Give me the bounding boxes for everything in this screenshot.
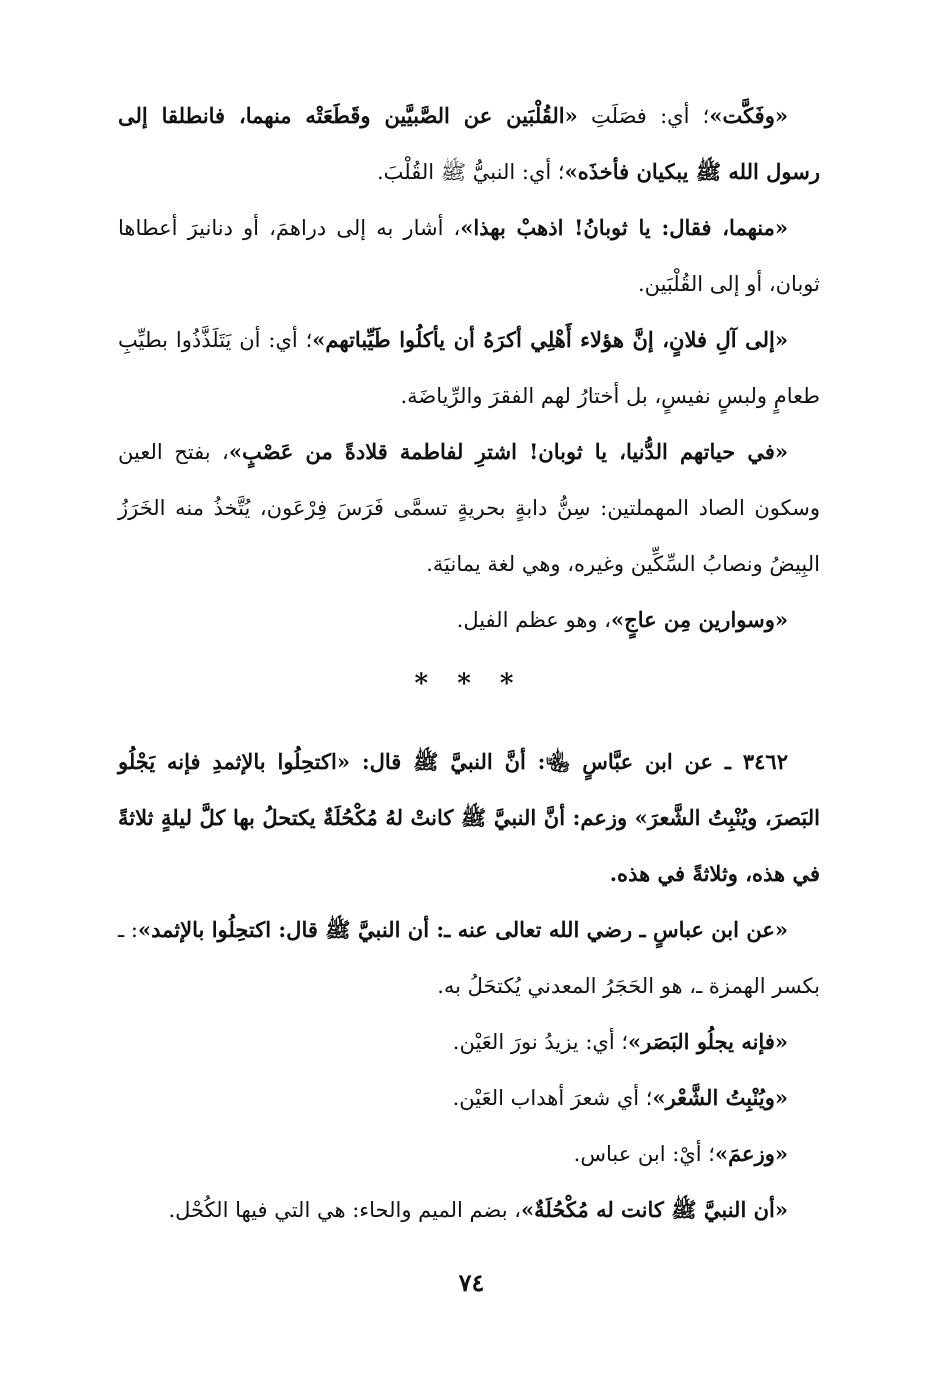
commentary-text: ؛ أي: النبيُّ ﷺ القُلْبَ. [376,160,565,184]
paragraph-p5 [118,592,820,648]
paragraph-p10 [118,1126,820,1182]
paragraph-p8 [118,1014,820,1070]
paragraph-p4 [118,424,820,592]
page-body [118,88,820,1238]
paragraph-p6 [118,734,820,902]
commentary-text: ؛ أي: فصَلَتِ [577,104,710,128]
paragraph-p9 [118,1070,820,1126]
quoted-text: «فإنه يجلُو البَصَر» [628,1029,788,1054]
section-separator: * * * [414,669,524,699]
commentary-text: ؛ أي: أن يَتَلَذَّذُوا بطيِّبِ طعامٍ ولبسٍ نفيسٍ، بل أختارُ لهم الفقرَ والرِّياضَة. [118,328,820,408]
quoted-text: «القُلْبَين عن الصَّبيَّين وقَطَعَتْه منهما، فانطلقا إلى رسول الله ﷺ يبكيان فأخذَه» [118,103,820,184]
paragraph-p7 [118,902,820,1014]
paragraph-p11 [118,1182,820,1238]
quoted-text: ٣٤٦٢ ـ عن ابن عبَّاسٍ ﵄: أنَّ النبيَّ ﷺ قال: «اكتحِلُوا بالإثمدِ فإنه يَجْلُو البَصرَ، ويُنْبِتُ الشَّعرَ» وزعم: أنَّ النبيَّ ﷺ كانتْ لهُ مُكْحُلَةٌ يكتحلُ بها كلَّ ليلةٍ ثلاثةً في هذه، وثلاثةً في هذه. [118,749,820,886]
quoted-text: «وزعمَ» [714,1141,788,1166]
hadith-block-3462 [118,734,820,1238]
commentary-text: ، بضم الميم والحاء: هي التي فيها الكُحْل. [168,1198,522,1222]
quoted-text: «إلى آلِ فلانٍ، إنَّ هؤلاء أَهْلِي أكرَهُ أن يأكلُوا طَيِّباتهم» [312,327,788,352]
quoted-text: «أن النبيَّ ﷺ كانت له مُكْحُلَةٌ» [521,1197,788,1222]
paragraph-p3 [118,312,820,424]
quoted-text: «ويُنْبِتُ الشَّعْر» [652,1085,788,1110]
commentary-text: ؛ أيْ: ابن عباس. [573,1142,715,1166]
commentary-text: ؛ أي: يزيدُ نورَ العَيْن. [452,1030,629,1054]
commentary-text: ، وهو عظم الفيل. [456,608,612,632]
page-number: ٧٤ [458,1268,485,1297]
quoted-text: «وسوارين مِن عاجٍ» [611,607,788,632]
quoted-text: «منهما، فقال: يا ثوبانُ! اذهبْ بهذا» [460,215,788,240]
quoted-text: «عن ابن عباسٍ ـ رضي الله تعالى عنه ـ: أن النبيَّ ﷺ قال: اكتحِلُوا بالإثمد» [137,917,788,942]
commentary-block-1 [118,88,820,648]
quoted-text: «وفَكَّت» [709,103,788,128]
commentary-text: ، بفتح العين وسكون الصاد المهملتين: سِنُّ دابةٍ بحريةٍ تسمَّى فَرَسَ فِرْعَون، يُتَّخذُ منه الخَرَزُ البِيضُ ونصابُ السِّكِّين وغيره، وهي لغة يمانيَة. [118,440,820,576]
commentary-text: ؛ أي شعرَ أهداب العَيْن. [452,1086,653,1110]
paragraph-p2 [118,200,820,312]
commentary-text: : ـ بكسر الهمزة ـ، هو الحَجَرُ المعدني يُكتحَلُ به. [118,918,820,998]
paragraph-p1 [118,88,820,200]
quoted-text: «في حياتهم الدُّنيا، يا ثوبان! اشترِ لفاطمة قلادةً من عَصْبٍ» [228,439,788,464]
commentary-text: ، أشار به إلى دراهمَ، أو دنانيرَ أعطاها ثوبان، أو إلى القُلْبَين. [118,216,820,296]
